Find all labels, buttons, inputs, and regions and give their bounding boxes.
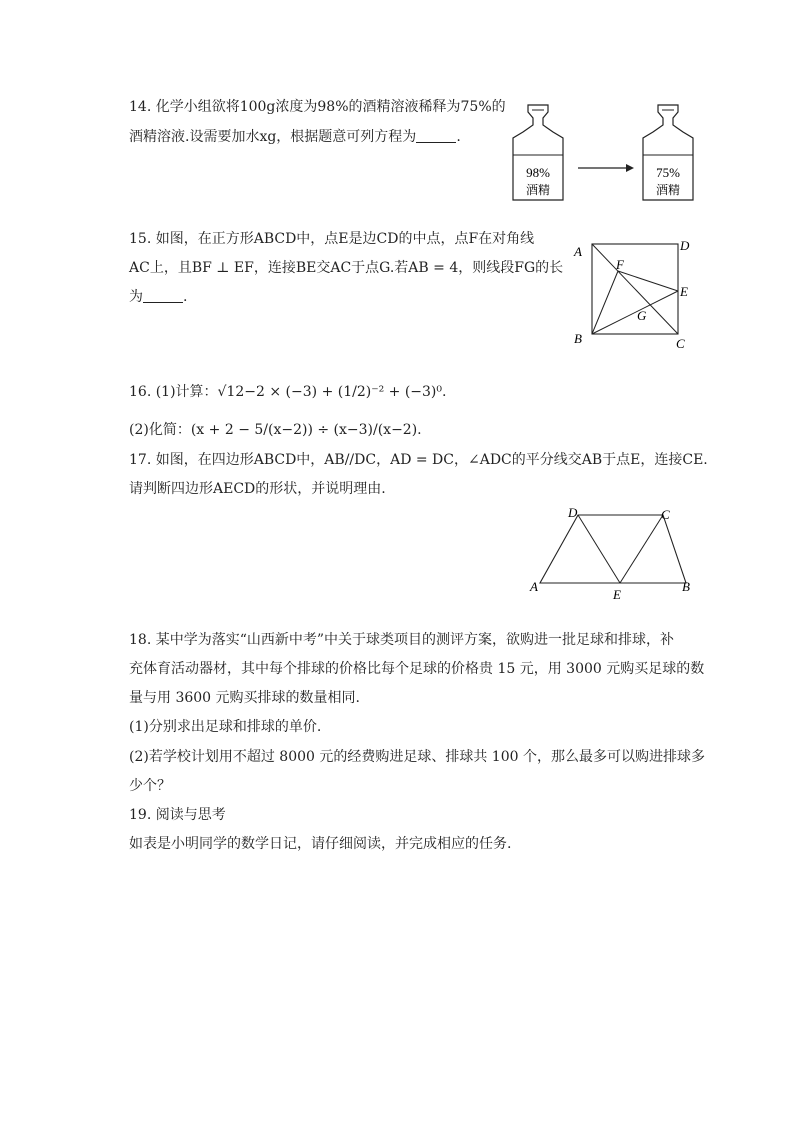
segment-bf (592, 271, 618, 334)
label-b: B (574, 331, 582, 346)
q15-answer-blank[interactable] (143, 288, 183, 303)
q16-part1-expression: √12−2 × (−3) + (1/2)⁻² + (−3)⁰. (217, 384, 447, 400)
segment-ce (620, 515, 663, 583)
q19-line2: 如表是小明同学的数学日记，请仔细阅读，并完成相应的任务. (129, 836, 512, 852)
q17-line2: 请判断四边形AECD的形状，并说明理由. (129, 481, 386, 497)
label-a: A (574, 244, 582, 259)
q17-quadrilateral-figure (528, 505, 698, 601)
q16-part2-expression: (x + 2 − 5/(x−2)) ÷ (x−3)/(x−2). (190, 422, 422, 438)
q15-line3-end: . (183, 289, 188, 305)
diagonal-ac (592, 244, 678, 334)
bottle-right-percent: 75% (656, 165, 680, 180)
label-g: G (637, 308, 647, 323)
q14-line2-text: 酒精溶液.设需要加水xg，根据题意可列方程为 (129, 129, 417, 145)
bottle-left-percent: 98% (526, 165, 550, 180)
q18-line2: 充体育活动器材，其中每个排球的价格比每个足球的价格贵 15 元，用 3000 元购买足球的数 (129, 661, 705, 677)
label-b: B (682, 579, 690, 594)
q15-square-figure (568, 236, 698, 350)
q15-line2: AC上，且BF ⊥ EF，连接BE交AC于点G.若AB = 4，则线段FG的长 (129, 260, 564, 276)
q18-part2-line1: (2)若学校计划用不超过 8000 元的经费购进足球、排球共 100 个，那么最多可以购进排球多 (129, 749, 705, 765)
q15-line3 (129, 287, 187, 307)
q17-line1: 17. 如图，在四边形ABCD中，AB//DC，AD = DC，∠ADC的平分线交AB于点E，连接CE. (129, 452, 708, 468)
label-c: C (676, 336, 685, 350)
bottle-left (513, 105, 563, 200)
bottle-left-label: 酒精 (525, 183, 551, 197)
label-a: A (530, 579, 538, 594)
q14-line2-end: . (456, 129, 461, 145)
segment-de (578, 515, 620, 583)
q18-part2-line2: 少个？ (129, 778, 171, 794)
q14-line2 (129, 127, 461, 147)
arrow-icon (578, 164, 634, 172)
q18-part1: (1)分别求出足球和排球的单价. (129, 719, 322, 735)
q15-line3-text: 为 (129, 289, 143, 305)
label-e: E (680, 284, 688, 299)
label-d: D (680, 238, 690, 253)
q14-bottles-figure (508, 100, 698, 204)
q18-line3: 量与用 3600 元购买排球的数量相同. (129, 690, 360, 706)
q19-line1: 19. 阅读与思考 (129, 807, 226, 823)
segment-be (592, 291, 678, 334)
q16-part1 (129, 382, 446, 402)
q16-part2-prefix: (2)化简： (129, 422, 191, 438)
label-d: D (568, 505, 578, 520)
bottle-right (643, 105, 693, 200)
q16-part2 (129, 420, 422, 440)
label-e: E (613, 587, 621, 601)
label-c: C (661, 507, 670, 522)
q16-part1-prefix: 16. (1)计算： (129, 384, 218, 400)
q18-line1: 18. 某中学为落实“山西新中考”中关于球类项目的测评方案，欲购进一批足球和排球，补 (129, 632, 675, 648)
trapezoid-abcd (540, 515, 686, 583)
q14-answer-blank[interactable] (416, 128, 456, 143)
q15-line1: 15. 如图，在正方形ABCD中，点E是边CD的中点，点F在对角线 (129, 231, 535, 247)
label-f: F (616, 257, 624, 272)
q14-line1: 14. 化学小组欲将100g浓度为98%的酒精溶液稀释为75%的 (129, 99, 506, 115)
bottle-right-label: 酒精 (655, 183, 681, 197)
